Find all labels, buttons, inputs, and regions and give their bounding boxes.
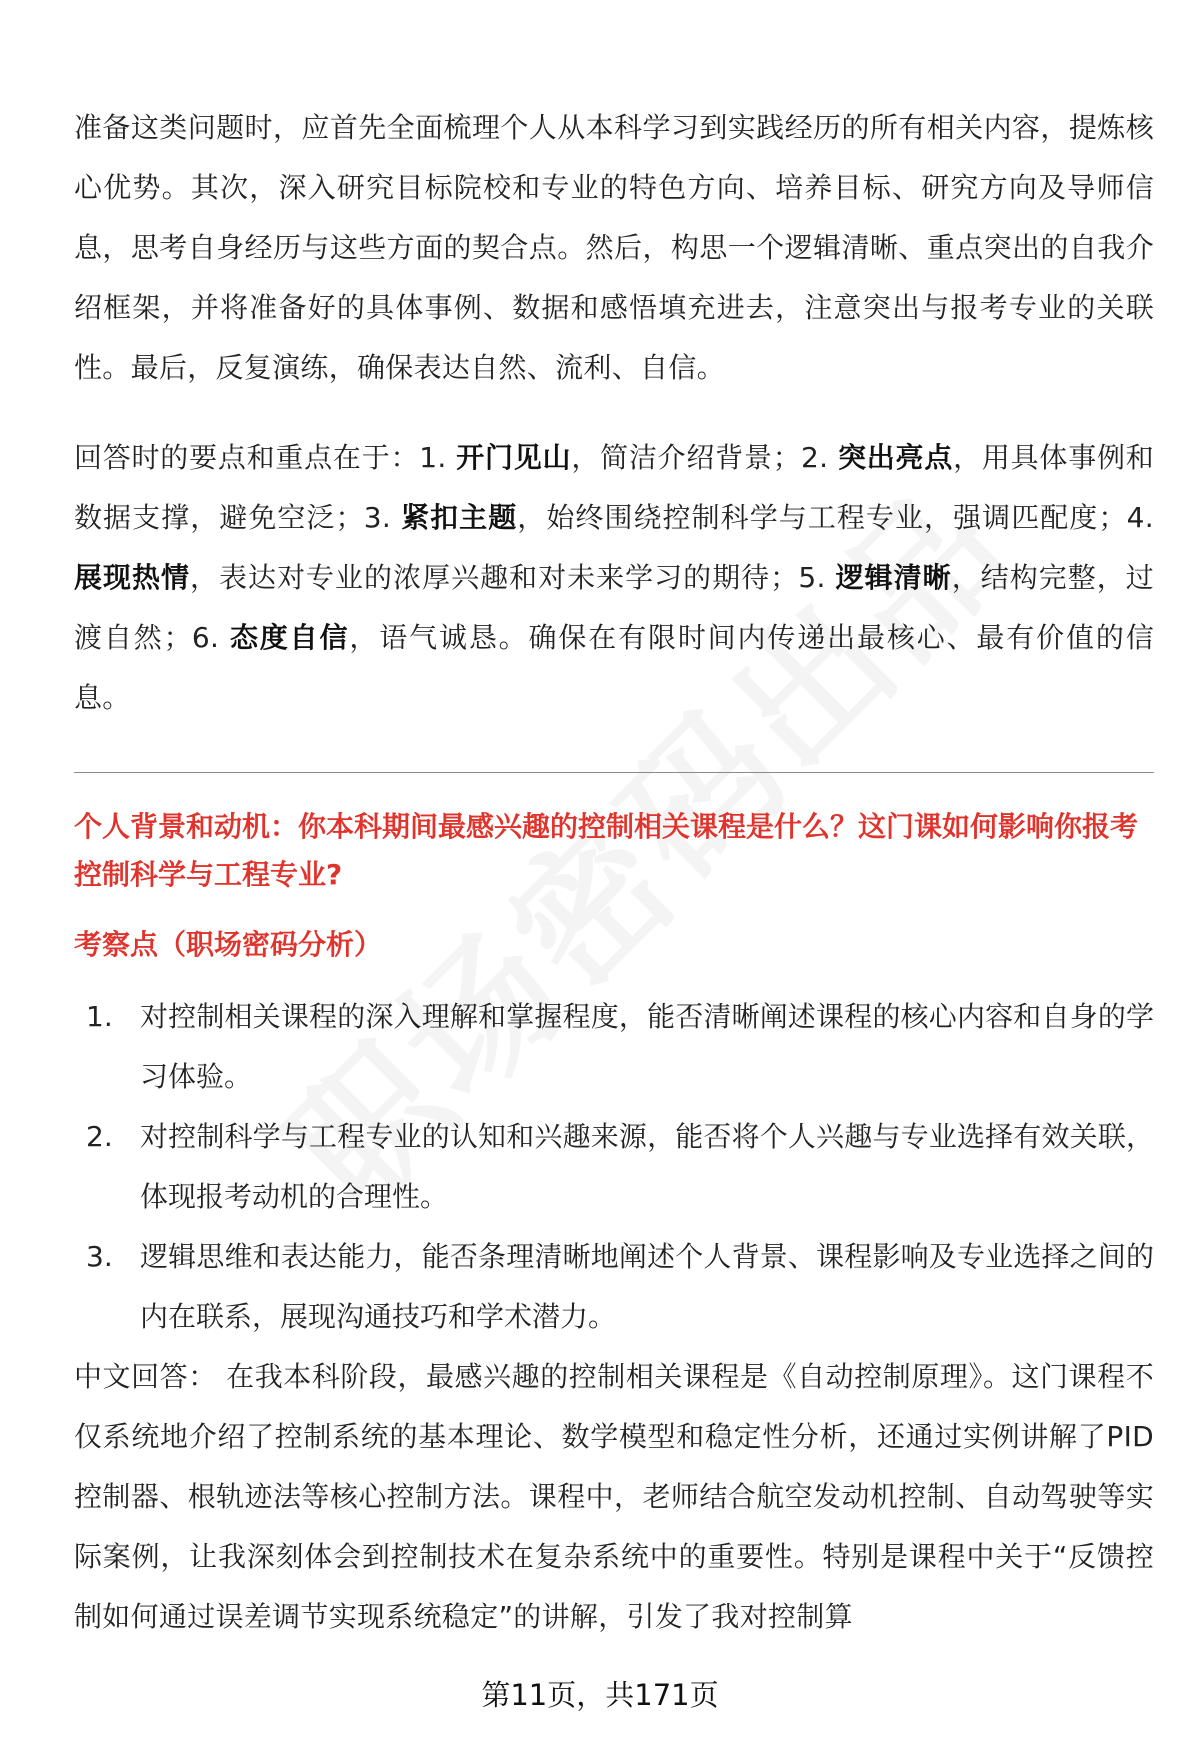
emphasis-6: 态度自信: [229, 621, 350, 654]
list-text: 对控制相关课程的深入理解和掌握程度，能否清晰阐述课程的核心内容和自身的学习体验。: [140, 1000, 1154, 1093]
list-text: 对控制科学与工程专业的认知和兴趣来源，能否将个人兴趣与专业选择有效关联，体现报考动机的合理性。: [140, 1120, 1154, 1213]
question-heading: 个人背景和动机：你本科期间最感兴趣的控制相关课程是什么？这门课如何影响你报考控制科学与工程专业?: [74, 810, 1139, 891]
list-item: [74, 1227, 1154, 1347]
emphasis-1: 开门见山: [456, 441, 572, 474]
emphasis-3: 紧扣主题: [401, 501, 518, 534]
list-text: 逻辑思维和表达能力，能否条理清晰地阐述个人背景、课程影响及专业选择之间的内在联系，展现沟通技巧和学术潜力。: [140, 1240, 1154, 1333]
page-number-footer: 第11页，共171页: [481, 1678, 719, 1712]
answer-paragraph: 中文回答： 在我本科阶段，最感兴趣的控制相关课程是《自动控制原理》。这门课程不仅系统地介绍了控制系统的基本理论、数学模型和稳定性分析，还通过实例讲解了PID控制器、根轨迹法等核心控制方法。课程中，老师结合航空发动机控制、自动驾驶等实际案例，让我深刻体会到控制技术在复杂系统中的重要性。特别是课程中关于“反馈控制如何通过误差调节实现系统稳定”的讲解，引发了我对控制算: [74, 1360, 1154, 1633]
list-item: [74, 1107, 1154, 1227]
list-number: 1.: [86, 1000, 113, 1033]
list-number: 2.: [86, 1120, 113, 1153]
paragraph-preparation: 准备这类问题时，应首先全面梳理个人从本科学习到实践经历的所有相关内容，提炼核心优势。其次，深入研究目标院校和专业的特色方向、培养目标、研究方向及导师信息，思考自身经历与这些方面的契合点。然后，构思一个逻辑清晰、重点突出的自我介绍框架，并将准备好的具体事例、数据和感悟填充进去，注意突出与报考专业的关联性。最后，反复演练，确保表达自然、流利、自信。: [74, 111, 1154, 384]
focus-heading: 考察点（职场密码分析）: [74, 928, 383, 961]
emphasis-4: 展现热情: [74, 561, 191, 594]
list-item: [74, 987, 1154, 1107]
section-divider: [74, 772, 1154, 773]
focus-points-list: [74, 987, 1154, 1347]
emphasis-5: 逻辑清晰: [835, 561, 952, 594]
list-number: 3.: [86, 1240, 113, 1273]
document-page: [74, 98, 1154, 1647]
emphasis-2: 突出亮点: [838, 441, 954, 474]
paragraph-key-points: 回答时的要点和重点在于：1. 开门见山，简洁介绍背景；2. 突出亮点，用具体事例和数据支撑，避免空泛；3. 紧扣主题，始终围绕控制科学与工程专业，强调匹配度；4. 展现热情，表达对专业的浓厚兴趣和对未来学习的期待；5. 逻辑清晰，结构完整，过渡自然；6. 态度自信，语气诚恳。确保在有限时间内传递出最核心、最有价值的信息。: [74, 441, 1155, 714]
